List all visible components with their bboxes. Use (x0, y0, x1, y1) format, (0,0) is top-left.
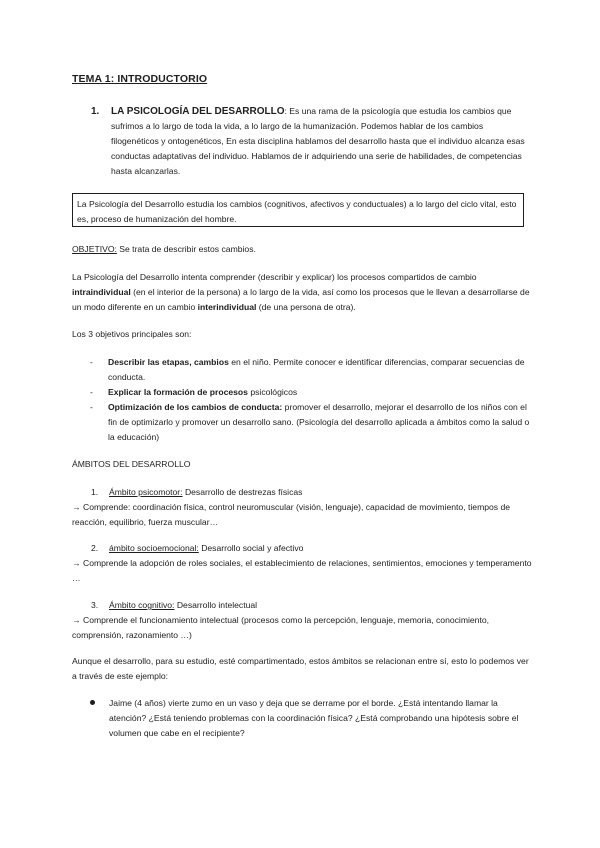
ambito-item (72, 541, 532, 586)
ambito-number: 1. (91, 487, 99, 497)
dash-marker: - (90, 402, 93, 412)
page-title: TEMA 1: INTRODUCTORIO (72, 73, 208, 85)
dash-marker: - (90, 357, 93, 367)
example-text: Jaime (4 años) vierte zumo en un vaso y deja que se derrame por el borde. ¿Está intentando llamar la atención? ¿Está teniendo problemas con la coordinación física? ¿Está comprobando una hipótesis sobre el volumen que cabe en el recipiente? (109, 698, 519, 738)
objectives-list (90, 355, 530, 445)
dash-marker: - (90, 387, 93, 397)
example-bullet (90, 696, 532, 741)
ambito-title: Desarrollo de destrezas físicas (182, 487, 303, 497)
ambito-item (72, 485, 532, 530)
objetivo-text: Se trata de describir estos cambios. (116, 244, 256, 254)
section-number: 1. (91, 106, 100, 117)
ambito-title: Desarrollo intelectual (174, 600, 258, 610)
objective-text: promover el desarrollo, mejorar el desarrollo de los niños con el fin de optimizarlo y promover un desarrollo sano. (Psicología del desarrollo aplicada a ámbitos como la salud o la educación) (108, 402, 530, 442)
objective-text: en el niño. Permite conocer e identificar diferencias, comparar secuencias de conducta. (108, 357, 525, 382)
bullet-dot (90, 700, 95, 705)
objetivo-line (72, 242, 532, 257)
objective-bold: Describir las etapas, cambios (108, 357, 229, 367)
objective-bold: Explicar la formación de procesos (108, 387, 248, 397)
section-psicologia-desarrollo (91, 104, 531, 179)
objetivo-label: OBJETIVO: (72, 244, 117, 254)
list-item (90, 400, 530, 445)
ambito-number: 3. (91, 600, 99, 610)
ambito-text: → Comprende el funcionamiento intelectual (procesos como la percepción, lenguaje, memoria, conocimiento, comprensión, razonamiento …) (72, 615, 490, 640)
intra-text-2: (en el interior de la persona) a lo largo de la vida, así como los procesos que le llevan a desarrollarse de un modo diferente en un cambio (72, 287, 530, 312)
ambitos-heading: ÁMBITOS DEL DESARROLLO (72, 459, 191, 469)
ambito-number: 2. (91, 543, 99, 553)
ambito-label: Ámbito cognitivo: (109, 600, 175, 610)
intra-bold-intraindividual: intraindividual (72, 287, 131, 297)
ambito-text: → Comprende: coordinación física, control neuromuscular (visión, lenguaje), capacidad de movimiento, tiempos de reacción, equilibrio, fuerza muscular… (72, 502, 511, 527)
list-item (90, 355, 530, 385)
ambito-title: Desarrollo social y afectivo (198, 543, 304, 553)
list-item (90, 385, 530, 400)
intra-paragraph (72, 270, 532, 315)
definition-box (72, 193, 524, 227)
aunque-paragraph: Aunque el desarrollo, para su estudio, esté compartimentado, estos ámbitos se relacionan entre sí, esto lo podemos ver a través de este ejemplo: (72, 656, 529, 681)
intra-bold-interindividual: interindividual (197, 302, 257, 312)
intra-text-3: (de una persona de otra). (256, 302, 356, 312)
definition-text: La Psicología del Desarrollo estudia los cambios (cognitivos, afectivos y conductuales) a lo largo del ciclo vital, esto es, proceso de humanización del hombre. (77, 199, 517, 224)
ambito-label: ámbito socioemocional: (109, 543, 199, 553)
objectives-intro: Los 3 objetivos principales son: (72, 329, 192, 339)
ambito-text: → Comprende la adopción de roles sociales, el establecimiento de relaciones, sentimientos, emociones y temperamento … (72, 558, 532, 583)
ambito-label: Ámbito psicomotor: (109, 487, 183, 497)
objective-text: psicológicos (247, 387, 298, 397)
objective-bold: Optimización de los cambios de conducta: (108, 402, 283, 412)
intra-text-1: La Psicología del Desarrollo intenta comprender (describir y explicar) los procesos compartidos de cambio (72, 272, 477, 282)
section-text: : Es una rama de la psicología que estudia los cambios que sufrimos a lo largo de toda la vida, a lo largo de la humanización. Podemos hablar de los cambios filogenéticos y ontogenéticos, En esta disciplina hablamos del desarrollo hasta que el individuo alcanza esas conductas adaptativas del individuo. Hablamos de ir adquiriendo una serie de habilidades, de competencias hasta alcanzarlas. (111, 106, 525, 176)
section-heading: LA PSICOLOGÍA DEL DESARROLLO (111, 106, 285, 117)
ambito-item (72, 598, 532, 643)
